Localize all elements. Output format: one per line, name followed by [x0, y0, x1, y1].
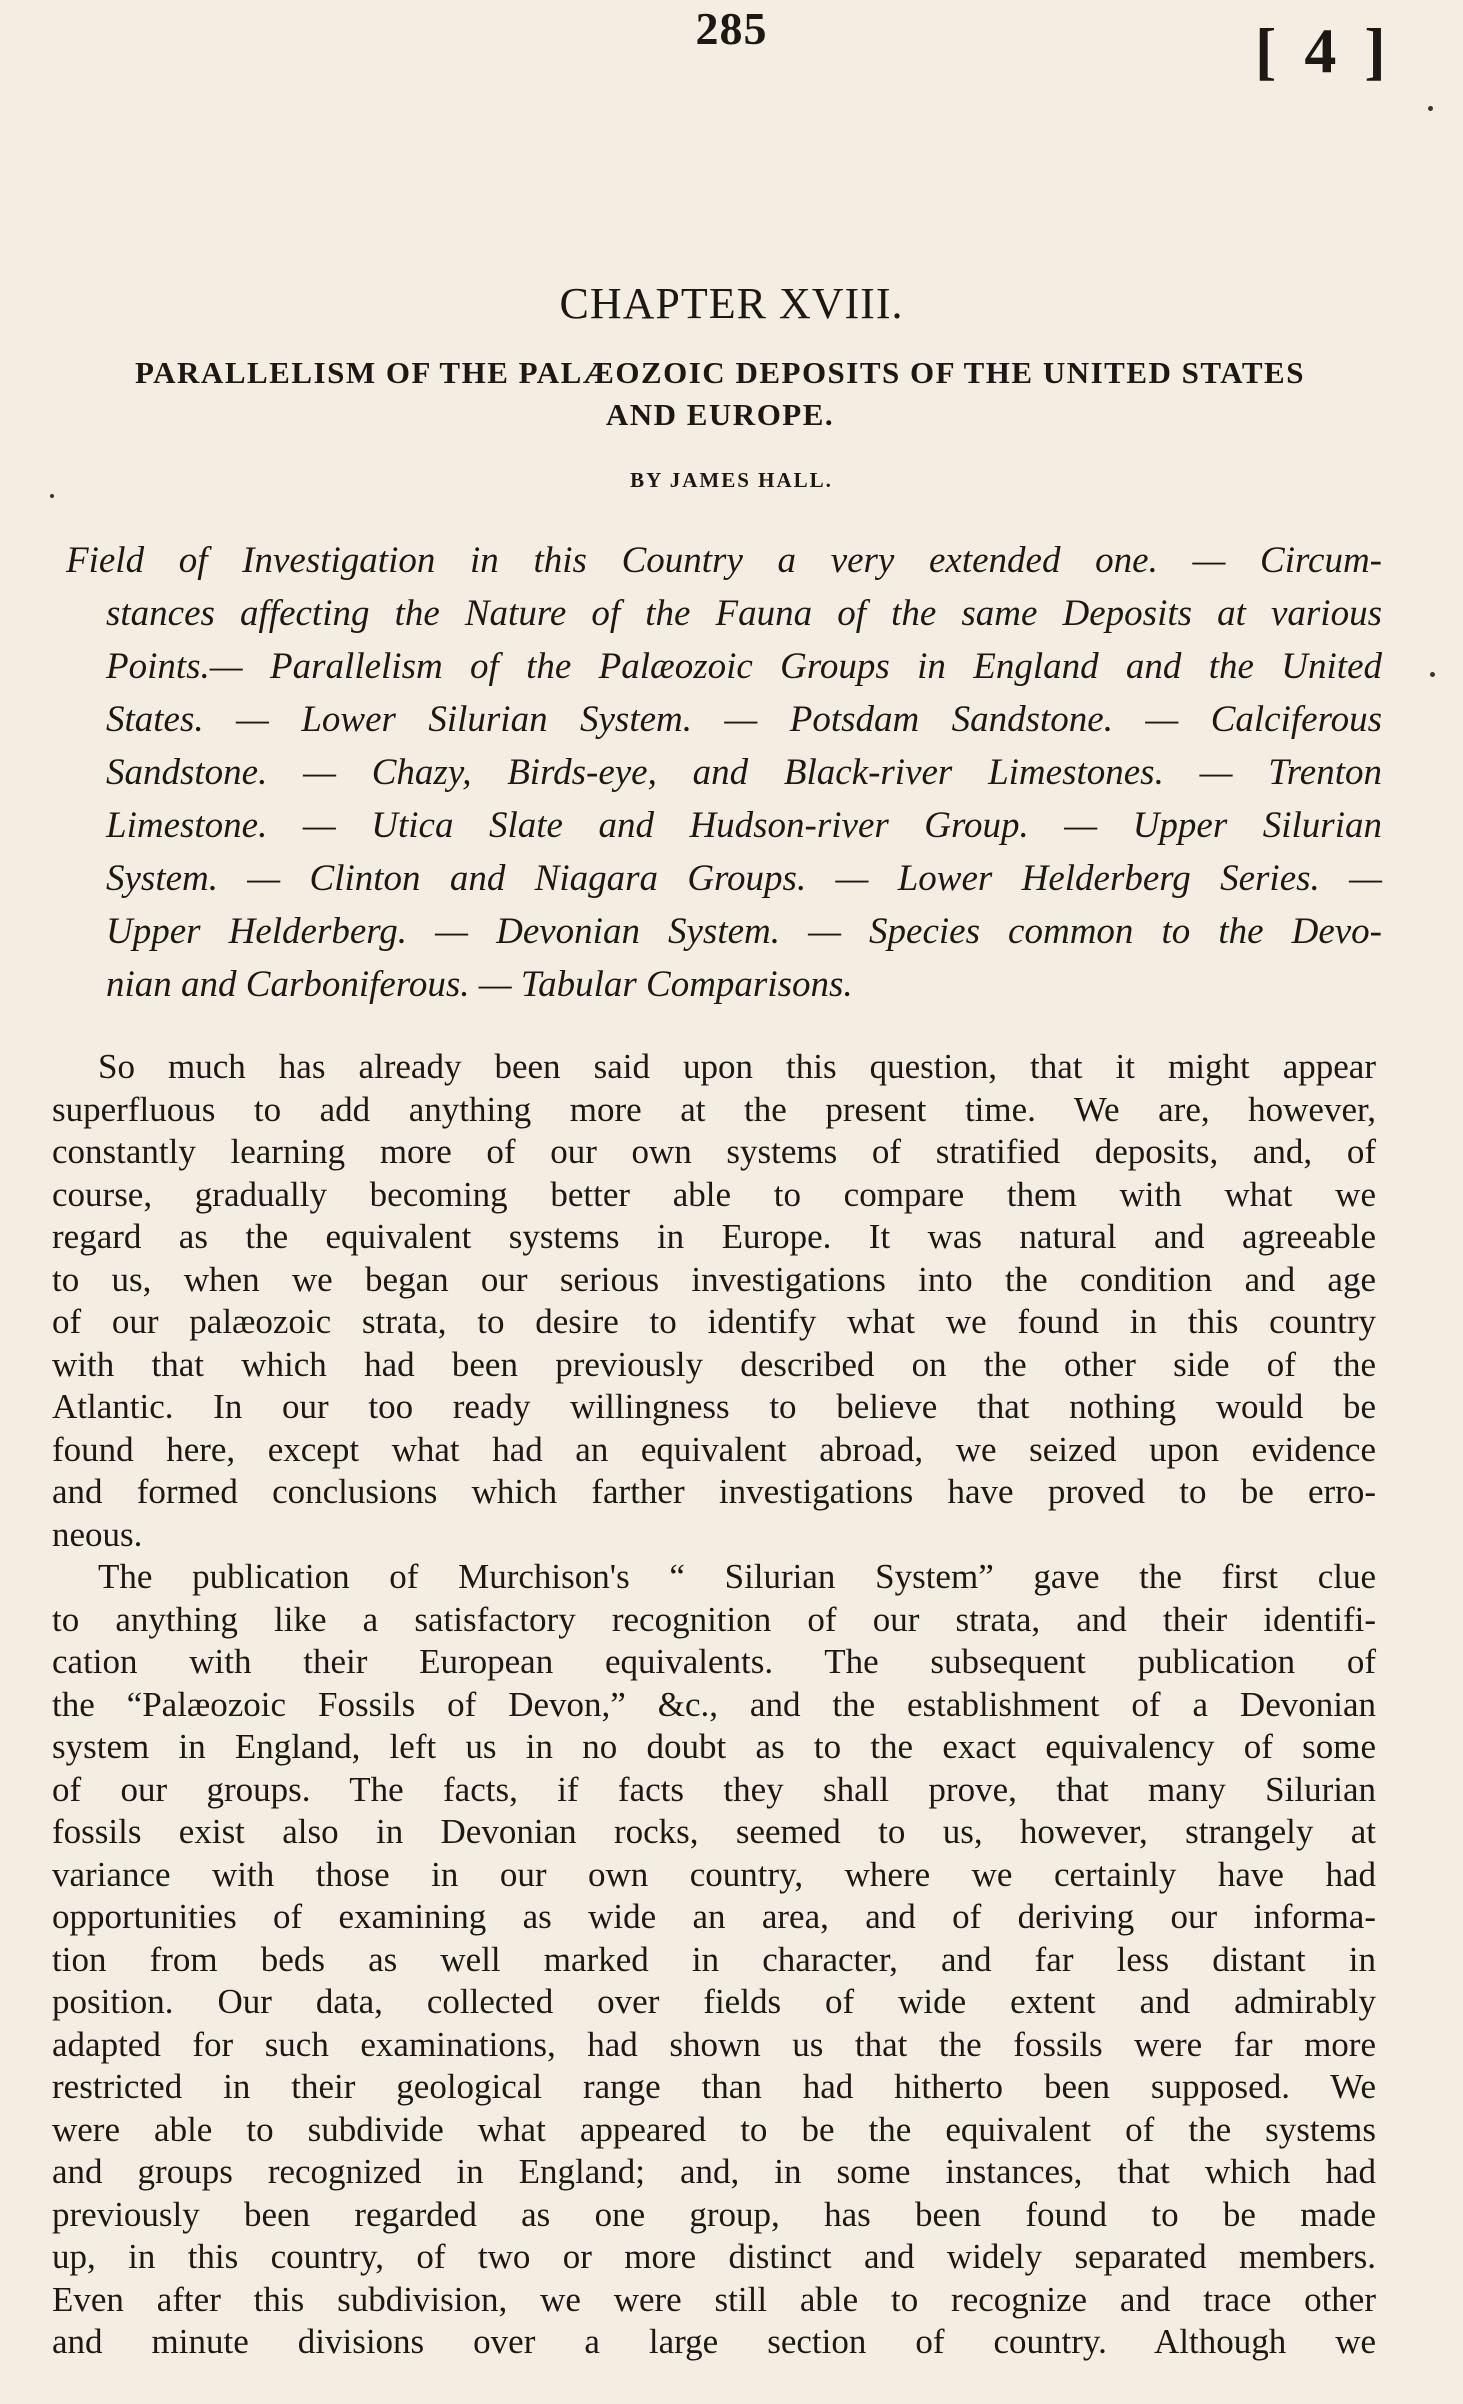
body-text — [52, 1046, 1376, 2364]
body-line: of our palæozoic strata, to desire to identify what we found in this country — [52, 1302, 1376, 1341]
summary-line: Field of Investigation in this Country a very extended one. — Circum- — [66, 540, 1382, 581]
author-byline: BY JAMES HALL. — [630, 468, 833, 492]
body-line: to anything like a satisfactory recognition of our strata, and their identifi- — [52, 1599, 1376, 1639]
body-line: adapted for such examinations, had shown us that the fossils were far more — [52, 2024, 1376, 2064]
body-line: restricted in their geological range than had hitherto been supposed. We — [52, 2067, 1376, 2106]
body-line: regard as the equivalent systems in Europe. It was natural and agreeable — [52, 1217, 1376, 1256]
chapter-subtitle-line-2: AND EUROPE. — [605, 397, 835, 432]
chapter-title: CHAPTER XVIII. — [559, 279, 904, 328]
summary-line: Sandstone. — Chazy, Birds-eye, and Black-river Limestones. — Trenton — [106, 752, 1382, 793]
print-speck — [1428, 106, 1433, 111]
body-line: opportunities of examining as wide an area, and of deriving our informa- — [52, 1897, 1376, 1936]
body-line: and minute divisions over a large section of country. Although we — [52, 2322, 1376, 2361]
body-line: position. Our data, collected over fields of wide extent and admirably — [52, 1982, 1376, 2021]
summary-line: States. — Lower Silurian System. — Potsdam Sandstone. — Calciferous — [106, 699, 1382, 740]
body-line: constantly learning more of our own systems of stratified deposits, and, of — [52, 1132, 1376, 1171]
summary-line: Upper Helderberg. — Devonian System. — Species common to the Devo- — [106, 911, 1382, 952]
body-line: Even after this subdivision, we were still able to recognize and trace other — [52, 2279, 1376, 2319]
body-line: with that which had been previously described on the other side of the — [52, 1344, 1376, 1384]
chapter-subtitle-line-1: PARALLELISM OF THE PALÆOZOIC DEPOSITS OF THE UNITED STATES — [135, 355, 1305, 390]
body-line: tion from beds as well marked in character, and far less distant in — [52, 1939, 1376, 1979]
page-number: 285 — [695, 3, 768, 54]
summary-line: nian and Carboniferous. — Tabular Comparisons. — [106, 964, 853, 1005]
body-line: So much has already been said upon this question, that it might appear — [98, 1047, 1376, 1086]
chapter-summary — [66, 534, 1382, 1011]
summary-line: stances affecting the Nature of the Fauna of the same Deposits at various — [106, 593, 1382, 634]
body-line: found here, except what had an equivalent abroad, we seized upon evidence — [52, 1429, 1376, 1469]
body-line: system in England, left us in no doubt as to the exact equivalency of some — [52, 1727, 1376, 1766]
summary-line: Points.— Parallelism of the Palæozoic Groups in England and the United — [106, 646, 1382, 687]
bracket-page-marker: [ 4 ] — [1255, 15, 1392, 86]
print-speck — [1430, 672, 1435, 677]
body-line: were able to subdivide what appeared to be the equivalent of the systems — [52, 2109, 1376, 2149]
chapter-subtitle — [70, 352, 1370, 436]
body-line: up, in this country, of two or more distinct and widely separated members. — [52, 2237, 1376, 2276]
body-line: Atlantic. In our too ready willingness to believe that nothing would be — [52, 1387, 1376, 1426]
body-line: the “Palæozoic Fossils of Devon,” &c., and the establishment of a Devonian — [52, 1684, 1376, 1724]
body-line: cation with their European equivalents. The subsequent publication of — [52, 1642, 1376, 1681]
body-line: previously been regarded as one group, has been found to be made — [52, 2194, 1376, 2234]
body-line: to us, when we began our serious investigations into the condition and age — [52, 1259, 1376, 1299]
body-line: neous. — [52, 1514, 143, 1554]
body-line: superfluous to add anything more at the present time. We are, however, — [52, 1089, 1376, 1129]
print-speck — [50, 494, 54, 498]
summary-line: Limestone. — Utica Slate and Hudson-river Group. — Upper Silurian — [106, 805, 1382, 846]
body-line: course, gradually becoming better able to compare them with what we — [52, 1174, 1376, 1214]
body-line: and groups recognized in England; and, in some instances, that which had — [52, 2152, 1376, 2191]
body-line: variance with those in our own country, where we certainly have had — [52, 1854, 1376, 1894]
body-line: and formed conclusions which farther investigations have proved to be erro- — [52, 1472, 1376, 1511]
body-line: The publication of Murchison's “ Silurian System” gave the first clue — [98, 1557, 1376, 1596]
summary-line: System. — Clinton and Niagara Groups. — Lower Helderberg Series. — — [106, 858, 1382, 899]
body-line: of our groups. The facts, if facts they shall prove, that many Silurian — [52, 1769, 1376, 1809]
body-line: fossils exist also in Devonian rocks, seemed to us, however, strangely at — [52, 1812, 1376, 1851]
